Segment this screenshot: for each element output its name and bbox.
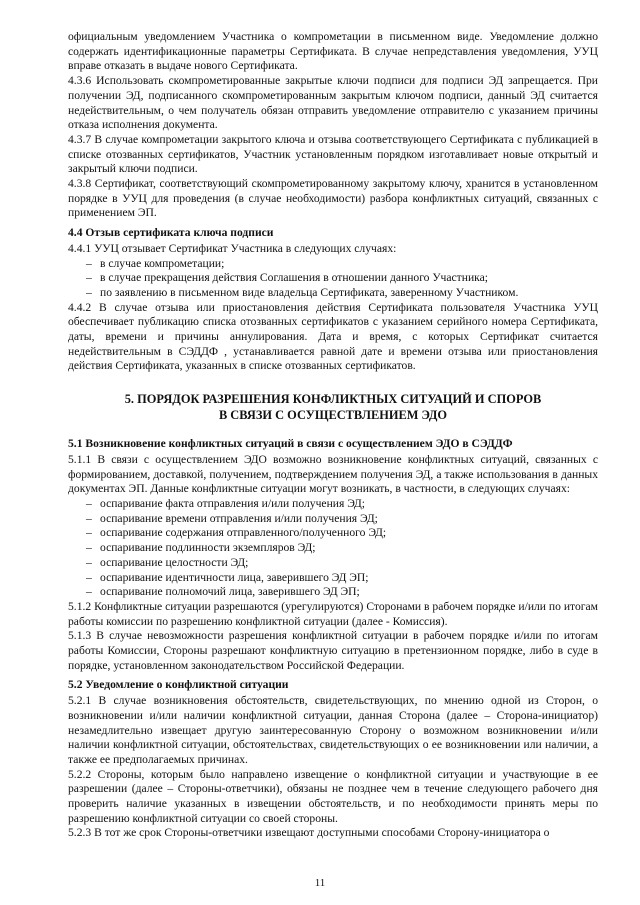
paragraph-5-1-2: 5.1.2 Конфликтные ситуации разрешаются (урегулируются) Сторонами в рабочем порядке и/или по итогам работы комиссии по разрешению конфликтной ситуации (далее - Комиссия).: [68, 599, 598, 628]
heading-5-1: 5.1 Возникновение конфликтных ситуаций в связи с осуществлением ЭДО в СЭДДФ: [68, 437, 513, 451]
paragraph-4-3-6: 4.3.6 Использовать скомпрометированные закрытые ключи подписи для подписи ЭД запрещается. При получении ЭД, подписанного скомпрометированным закрытым ключом подписи, данный ЭД считается недействительным, о чем получатель обязан отправить уведомление отправителю с указанием причины отказа исполнения документа.: [68, 74, 598, 132]
list-4-4-1: [68, 257, 598, 301]
list-item: – оспаривание времени отправления и/или получения ЭД;: [86, 512, 598, 527]
heading-5-2: 5.2 Уведомление о конфликтной ситуации: [68, 678, 289, 692]
paragraph-5-2-3: 5.2.3 В тот же срок Стороны-ответчики извещают доступными способами Сторону-инициатора о: [68, 826, 550, 840]
list-5-1-1: [68, 497, 598, 600]
paragraph-4-4-2: 4.4.2 В случае отзыва или приостановления действия Сертификата пользователя Участника УУЦ обеспечивает публикацию списка отозванных сертификатов с указанием серийного номера Сертификата, даты, времени и причины аннулирования. Дата и время, с которых Сертификат считается недействительным в СЭДДФ , устанавливается равной дате и времени отзыва или приостановления действия Сертификата, указанных в списке отозванных сертификатов.: [68, 300, 598, 373]
section-5-title-line-2: В СВЯЗИ С ОСУЩЕСТВЛЕНИЕМ ЭДО: [218, 407, 448, 422]
paragraph-4-3-7: 4.3.7 В случае компрометации закрытого ключа и отзыва соответствующего Сертификата с публикацией в списке отозванных сертификатов, Участник установленным порядком изготавливает новые открытый и закрытый ключи подписи.: [68, 132, 598, 176]
list-item: – оспаривание целостности ЭД;: [86, 556, 598, 571]
page-number: 11: [314, 877, 326, 890]
paragraph-5-2-2: 5.2.2 Стороны, которым было направлено извещение о конфликтной ситуации и участвующие в ее разрешении (далее – Стороны-ответчики), обязаны не позднее чем в течение следующего рабочего дня проверить наличие указанных в извещении обстоятельств, и по необходимости принять меры по разрешению конфликтной ситуации со своей стороны.: [68, 767, 598, 825]
paragraph-5-1-3: 5.1.3 В случае невозможности разрешения конфликтной ситуации в рабочем порядке и/или по итогам работы Комиссии, Стороны разрешают конфликтную ситуацию в претензионном порядке, либо в суде в порядке, установленном законодательством Российской Федерации.: [68, 629, 598, 672]
paragraph-intro: официальным уведомлением Участника о компрометации в письменном виде. Уведомление должно содержать идентификационные параметры Сертификата. В случае непредставления уведомления, УУЦ вправе отказать в выдаче нового Сертификата.: [68, 30, 598, 73]
list-item: – оспаривание полномочий лица, заверившего ЭД ЭП;: [86, 585, 598, 600]
list-item: – оспаривание факта отправления и/или получения ЭД;: [86, 497, 598, 512]
list-item: – оспаривание подлинности экземпляров ЭД;: [86, 541, 598, 556]
heading-4-4: 4.4 Отзыв сертификата ключа подписи: [68, 226, 274, 240]
paragraph-4-4-1: 4.4.1 УУЦ отзывает Сертификат Участника в следующих случаях:: [68, 241, 397, 255]
list-item: – оспаривание идентичности лица, заверившего ЭД ЭП;: [86, 571, 598, 586]
paragraph-5-1-1: 5.1.1 В связи с осуществлением ЭДО возможно возникновение конфликтных ситуаций, связанных с формированием, доставкой, получением, подтверждением получения ЭД, а также использования в данных документах ЭП. Данные конфликтные ситуации могут возникать, в частности, в следующих случаях:: [68, 452, 598, 496]
list-item: – оспаривание содержания отправленного/полученного ЭД;: [86, 526, 598, 541]
list-item: – по заявлению в письменном виде владельца Сертификата, заверенному Участником.: [86, 286, 598, 301]
list-item: – в случае прекращения действия Соглашения в отношении данного Участника;: [86, 271, 598, 286]
paragraph-4-3-8: 4.3.8 Сертификат, соответствующий скомпрометированному закрытому ключу, хранится в установленном порядке в УУЦ для проведения (в случае необходимости) разбора конфликтных ситуаций, связанных с применением ЭП.: [68, 177, 598, 220]
paragraph-5-2-1: 5.2.1 В случае возникновения обстоятельств, свидетельствующих, по мнению одной из Сторон, о возникновении и/или наличии конфликтной ситуации, данная Сторона (далее – Сторона-инициатор) незамедлительно извещает другую заинтересованную Сторону о возможном возникновении и/или наличии конфликтной ситуации, обстоятельствах, свидетельствующих о ее возникновении или наличии, а также ее предполагаемых причинах.: [68, 694, 598, 766]
list-item: – в случае компрометации;: [86, 257, 598, 272]
section-5-title: [68, 392, 598, 423]
section-5-title-line-1: 5. ПОРЯДОК РАЗРЕШЕНИЯ КОНФЛИКТНЫХ СИТУАЦИЙ И СПОРОВ: [124, 392, 542, 407]
